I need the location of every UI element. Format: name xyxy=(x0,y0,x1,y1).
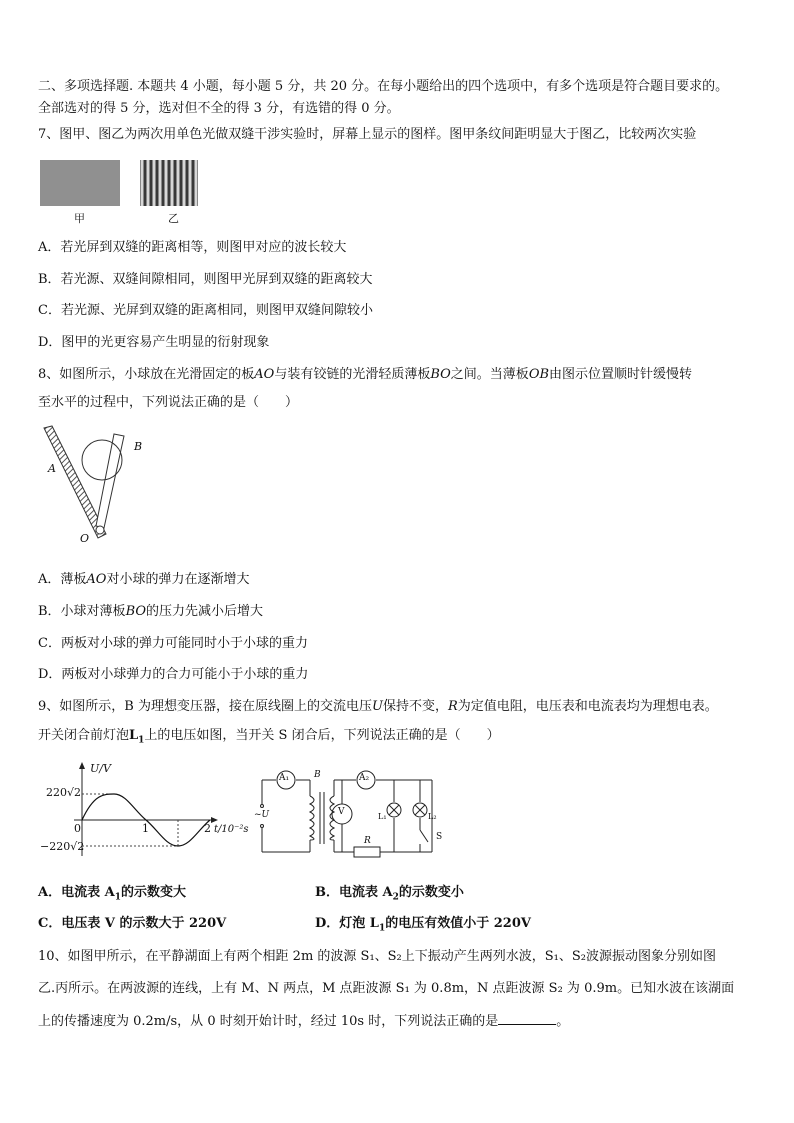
circuit-v: V xyxy=(338,807,345,817)
q9-opt-a-part2: 的示数变大 xyxy=(120,885,186,900)
q9-u: U xyxy=(371,699,383,714)
q9-line2-part1: 开关闭合前灯泡 xyxy=(38,728,130,743)
q7-stem: 7、图甲、图乙为两次用单色光做双缝干涉实验时，屏幕上显示的图样。图甲条纹间距明显大于图乙，比较两次实验 xyxy=(38,127,697,142)
circuit-a2: A₂ xyxy=(359,773,370,783)
graph-x2: 2 xyxy=(204,822,211,835)
q8-option-b xyxy=(38,603,764,621)
hinge xyxy=(96,526,104,534)
circuit-source: ~U xyxy=(254,810,270,820)
circuit-r: R xyxy=(364,836,371,846)
q7-option-a: A．若光屏到双缝的距离相等，则图甲对应的波长较大 xyxy=(38,240,347,255)
q7-option-d: D．图甲的光更容易产生明显的衍射现象 xyxy=(38,335,270,350)
q9-option-b xyxy=(315,884,464,907)
q9-opt-d-part1: D．灯泡 L xyxy=(315,916,379,931)
circuit-s: S xyxy=(436,832,443,842)
q9-r: R xyxy=(447,699,458,714)
fringe-pattern-b xyxy=(140,160,198,206)
graph-x-arrow xyxy=(211,817,218,823)
q8-option-c: C．两板对小球的弹力可能同时小于小球的重力 xyxy=(38,636,308,651)
q9-lamp-sub: 1 xyxy=(138,735,145,746)
circuit-l1: L₁ xyxy=(378,812,387,821)
section-heading-line1: 二、多项选择题. 本题共 4 小题，每小题 5 分，共 20 分。在每小题给出的四个选项中，有多个选项是符合题目要求的。 xyxy=(38,79,729,94)
q10-line3 xyxy=(38,1012,764,1031)
q9-stem-line1 xyxy=(38,698,764,716)
graph-xlabel: t/10⁻²s xyxy=(214,824,249,835)
q9-option-c xyxy=(38,915,226,933)
q8-bo: BO xyxy=(430,367,451,382)
q10-line2: 乙.丙所示。在两波源的连线，上有 M、N 两点，M 点距波源 S₁ 为 0.8m，N 点距波源 S₂ 为 0.9m。已知水波在该湖面 xyxy=(38,981,735,996)
fringe-label-b: 乙 xyxy=(168,212,179,225)
q9-opt-b-part2: 的示数变小 xyxy=(398,885,464,900)
q9-opt-d-part2: 的电压有效值小于 220V xyxy=(385,916,531,931)
q8-stem-line2: 至水平的过程中，下列说法正确的是（ ） xyxy=(38,395,299,410)
q9-opt-a-part1: A．电流表 A xyxy=(38,885,115,900)
q8-option-d: D．两板对小球弹力的合力可能小于小球的重力 xyxy=(38,667,309,682)
q8-opt-a-ao: AO xyxy=(86,572,107,587)
q8-figure xyxy=(40,422,160,552)
q8-stem-part2: 与装有铰链的光滑轻质薄板 xyxy=(274,367,431,382)
q9-voltage-graph xyxy=(38,760,258,860)
q8-stem-part3: 之间。当薄板 xyxy=(450,367,529,382)
circuit-b: B xyxy=(314,770,321,780)
q9-option-d xyxy=(315,915,531,938)
graph-yneg-label: −220√2 xyxy=(40,840,85,853)
q9-stem-line2 xyxy=(38,727,764,750)
q10-line3-text: 上的传播速度为 0.2m/s，从 0 时刻开始计时，经过 10s 时，下列说法正确的是 xyxy=(38,1014,499,1029)
q9-line2-part2: 上的电压如图，当开关 S 闭合后，下列说法正确的是（ ） xyxy=(144,728,500,743)
q7-option-c: C．若光源、光屏到双缝的距离相同，则图甲双缝间隙较小 xyxy=(38,303,373,318)
q7-fringe-figures xyxy=(40,160,210,230)
q8-option-a xyxy=(38,571,764,589)
q8-stem-line1 xyxy=(38,366,764,384)
graph-ylabel: U/V xyxy=(90,762,111,775)
q9-lamp-l: L xyxy=(129,728,139,743)
q8-opt-b-bo: BO xyxy=(125,604,147,619)
q8-fig-label-a: A xyxy=(48,462,56,475)
q10-line1: 10、如图甲所示，在平静湖面上有两个相距 2m 的波源 S₁、S₂上下振动产生两列水波，S₁、S₂波源振动图象分别如图 xyxy=(38,949,717,964)
q8-fig-label-o: O xyxy=(80,532,90,545)
q8-ao: AO xyxy=(254,367,275,382)
plate-bo xyxy=(96,434,124,528)
q8-ob: OB xyxy=(528,367,550,382)
q7-option-b: B．若光源、双缝间隙相同，则图甲光屏到双缝的距离较大 xyxy=(38,272,373,287)
q8-opt-b-part1: B．小球对薄板 xyxy=(38,604,126,619)
q9-opt-a-sub: 1 xyxy=(114,892,121,903)
circuit-a1: A₁ xyxy=(279,773,290,783)
fringe-pattern-a xyxy=(40,160,120,206)
q9-option-a xyxy=(38,884,186,907)
graph-ypos-label: 220√2 xyxy=(46,786,82,799)
resistor-rect xyxy=(354,847,380,857)
primary-coil xyxy=(310,796,314,840)
q9-opt-b-sub: 2 xyxy=(392,892,399,903)
q9-stem-part1: 9、如图所示，B 为理想变压器，接在原线圈上的交流电压 xyxy=(38,699,372,714)
section-heading-line2: 全部选对的得 5 分，选对但不全的得 3 分，有选错的得 0 分。 xyxy=(38,101,400,116)
q8-fig-label-b: B xyxy=(134,440,143,453)
q9-opt-b-part1: B．电流表 A xyxy=(315,885,393,900)
fringe-patterns-svg xyxy=(40,160,210,230)
graph-x1: 1 xyxy=(142,822,149,835)
circuit-l2: L₂ xyxy=(428,812,437,821)
secondary-coil xyxy=(330,796,334,840)
q8-opt-a-part1: A．薄板 xyxy=(38,572,87,587)
q9-stem-part3: 为定值电阻，电压表和电流表均为理想电表。 xyxy=(457,699,718,714)
q10-answer-blank[interactable] xyxy=(498,1012,556,1025)
q9-opt-d-sub: 1 xyxy=(378,923,386,934)
q8-stem-part1: 8、如图所示，小球放在光滑固定的板 xyxy=(38,367,255,382)
q8-opt-a-part3: 对小球的弹力在逐渐增大 xyxy=(106,572,250,587)
fringe-label-a: 甲 xyxy=(74,212,85,225)
q8-opt-b-part3: 的压力先减小后增大 xyxy=(146,604,264,619)
q8-stem-part4: 由图示位置顺时针缓慢转 xyxy=(549,367,693,382)
q9-opt-c-text: C．电压表 V 的示数大于 220V xyxy=(38,916,227,931)
q9-circuit xyxy=(256,764,452,860)
graph-y-arrow xyxy=(79,762,85,769)
graph-origin: 0 xyxy=(74,822,81,835)
q10-line3-end: 。 xyxy=(556,1014,570,1029)
q9-stem-part2: 保持不变， xyxy=(382,699,448,714)
